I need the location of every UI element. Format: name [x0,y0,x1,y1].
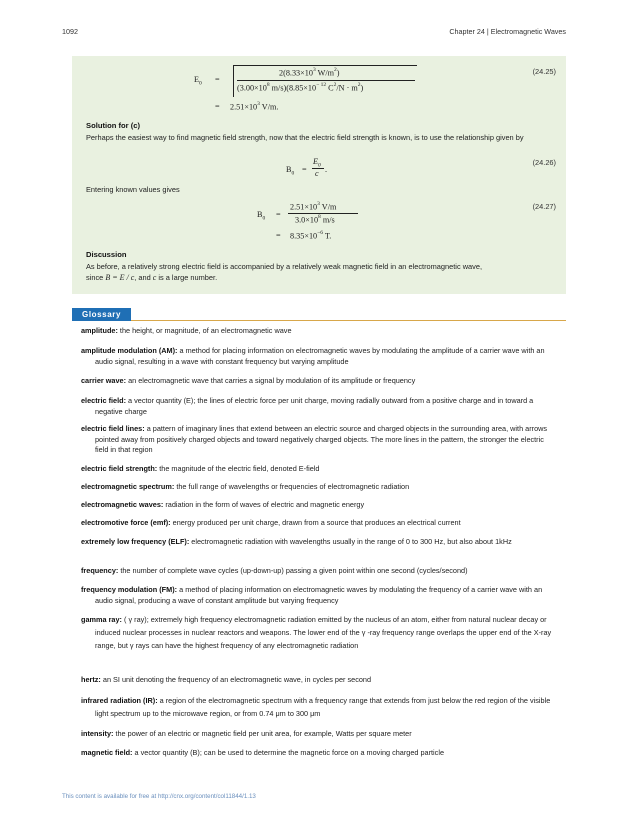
eq25-numerator: $2(8.33\times 10^3$ $W/m^2$) [279,67,340,78]
footer-source-note: This content is available for free at http://cnx.org/content/col11844/1.13 [62,793,256,800]
eq27-lhs: $B_0$ [257,210,266,222]
glossary-entry-electric-field-strength: electric field strength: the magnitude of the electric field, denoted E-field [81,464,320,473]
glossary-title: Glossary [72,308,131,321]
glossary-entry-hertz: hertz: an SI unit denoting the frequency of an electromagnetic wave, in cycles per second [81,675,372,684]
eq26-lhs: $B_0$ [286,165,295,177]
eq27-fraction-bar [288,213,358,214]
eq27-result: $8.35\times 10^{-6}$ T. [290,230,332,241]
glossary-entry-electromagnetic-waves: electromagnetic waves: radiation in the form of waves of electric and magnetic energy [81,500,365,509]
eq26-denominator: c [315,169,319,178]
eq26-period: . [325,165,328,174]
eq27-equals: = [276,210,281,219]
glossary-entry-electromotive-force: electromotive force (emf): energy produced per unit charge, drawn from a source that produces an electrical current [81,518,461,527]
eq26-equals: = [302,165,307,174]
discussion-text-line-1: As before, a relatively strong electric field is accompanied by a relatively weak magnetic field in an electromagnetic wave, [86,262,483,271]
equation-number-24-25: (24.25) [532,67,556,76]
equation-number-24-26: (24.26) [532,158,556,167]
glossary-entry-extremely-low-frequency: extremely low frequency (ELF): electromagnetic radiation with wavelengths usually in the range of 0 to 300 Hz, but also about 1kHz [81,537,512,546]
worked-example-box [72,56,566,294]
chapter-title: Chapter 24 | Electromagnetic Waves [449,27,566,36]
glossary-entry-frequency-modulation: frequency modulation (FM): a method of placing information on electromagnetic waves by modulating the frequency of a carrier wave with an audio signal, producing a wave of constant amplitude but varying frequency [81,585,543,605]
glossary-entry-gamma-ray: gamma ray: ( γ ray); extremely high frequency electromagnetic radiation emitted by the nucleus of an atom, either from natural nuclear decay or induced nuclear processes in nuclear reactors and weapons. The lower end of the γ -ray frequency range overlaps the upper end of the X-ray range, but γ rays can have the highest frequency of any electromagnetic radiation [81,615,552,650]
eq27-result-equals: = [276,231,281,240]
discussion-text-line-2: since B = E / c, and c is a large number. [86,273,218,282]
glossary-entry-carrier-wave: carrier wave: an electromagnetic wave that carries a signal by modulation of its amplitude or frequency [81,376,416,385]
eq25-denominator: ($3.00\times 10^8$ $m/s)(8.85\times 10^{- 12}$ $C^2/N \cdot m^2$) [237,82,364,93]
page-number: 1092 [62,27,78,36]
glossary-entry-infrared-radiation: infrared radiation (IR): a region of the electromagnetic spectrum with a frequency range that extends from just below the red region of the visible light spectrum up to the microwave region, or from 0.74 μm to 300 μm [81,696,551,718]
eq25-equals: = [215,75,220,84]
entering-text: Entering known values gives [86,185,180,194]
discussion-heading: Discussion [86,250,127,259]
eq25-result: $2.51\times 10^3$ V/m. [230,101,279,112]
glossary-entry-amplitude-modulation: amplitude modulation (AM): a method for placing information on electromagnetic waves by modulating the amplitude of a carrier wave with an audio signal, resulting in a wave with constant frequency but varying amplitude [81,346,545,366]
equation-number-24-27: (24.27) [532,202,556,211]
glossary-entry-amplitude: amplitude: the height, or magnitude, of an electromagnetic wave [81,326,292,335]
glossary-entry-electromagnetic-spectrum: electromagnetic spectrum: the full range of wavelengths or frequencies of electromagnetic radiation [81,482,410,491]
glossary-entry-frequency: frequency: the number of complete wave cycles (up-down-up) passing a given point within one second (cycles/second) [81,566,468,575]
eq25-fraction-bar [237,80,415,81]
eq25-result-equals: = [215,102,220,111]
glossary-entry-electric-field-lines: electric field lines: a pattern of imaginary lines that extend between an electric source and charged objects in the surrounding area, with arrows pointed away from positively charged objects and toward negatively charged objects. The more lines in the pattern, the stronger the electric field in that region [81,424,548,454]
eq26-numerator: $E_0$ [313,157,321,169]
eq27-numerator: $2.51\times 10^3$ V/m [290,201,337,212]
eq25-lhs: $E_0$ [194,75,202,87]
glossary-header [72,308,566,321]
solution-text: Perhaps the easiest way to find magnetic field strength, now that the electric field strength is known, is to use the relationship given by [86,133,524,142]
eq27-denominator: $3.0\times 10^8$ m/s [295,214,335,225]
glossary-entry-electric-field: electric field: a vector quantity (E); the lines of electric force per unit charge, moving radially outward from a positive charge and in toward a negative charge [81,396,534,416]
solution-heading: Solution for (c) [86,121,140,130]
glossary-entry-intensity: intensity: the power of an electric or magnetic field per unit area, for example, Watts per square meter [81,729,412,738]
glossary-entry-magnetic-field: magnetic field: a vector quantity (B); can be used to determine the magnetic force on a moving charged particle [81,748,445,757]
